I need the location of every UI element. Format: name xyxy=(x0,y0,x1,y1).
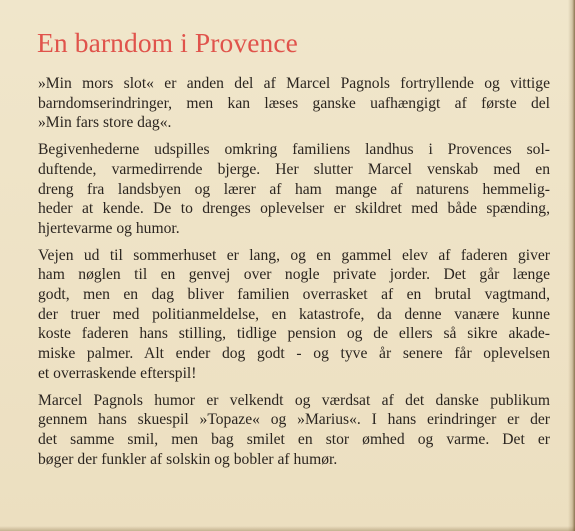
paragraph-plot xyxy=(38,246,550,384)
text-line: heder at kende. De to drenges oplevelser er skildret med både spænding, xyxy=(38,200,550,218)
text-line: koste faderen hans stilling, tidlige pension og de ellers så sikre akade- xyxy=(38,325,550,343)
page-title: En barndom i Provence xyxy=(37,27,298,58)
paragraph-intro xyxy=(38,74,550,133)
text-line: der truer med politianmeldelse, en katastrofe, da denne vanære kunne xyxy=(38,305,550,323)
text-line: et overraskende efterspil! xyxy=(38,364,197,382)
page-edge-shadow xyxy=(568,0,575,531)
text-line: Marcel Pagnols humor er velkendt og værdsat af det danske publikum xyxy=(38,391,550,409)
text-line: gennem hans skuespil »Topaze« og »Marius«. I hans erindringer er der xyxy=(38,411,550,429)
blurb-text xyxy=(38,74,550,476)
text-line: duftende, varmedirrende bjerge. Her slutter Marcel venskab med en xyxy=(38,160,550,178)
paragraph-closing xyxy=(38,391,550,470)
text-line: Vejen ud til sommerhuset er lang, og en gammel elev af faderen giver xyxy=(38,246,550,264)
page-bottom-shadow xyxy=(0,526,575,531)
text-line: »Min mors slot« er anden del af Marcel Pagnols fortryllende og vittige xyxy=(38,75,550,92)
text-line: godt, men en dag bliver familien overrasket af en brutal vagtmand, xyxy=(38,286,550,304)
text-line: dreng fra landsbyen og lærer af ham mange af naturens hemmelig- xyxy=(38,180,550,198)
text-line: miske palmer. Alt ender dog godt - og tyve år senere får oplevelsen xyxy=(38,345,550,363)
text-line: barndomserindringer, men kan læses ganske uafhængigt af første del xyxy=(38,94,550,112)
text-line: Begivenhederne udspilles omkring familiens landhus i Provences sol- xyxy=(38,141,550,159)
paragraph-setting xyxy=(38,140,550,239)
text-line: bøger der funkler af solskin og bobler af humør. xyxy=(38,450,338,468)
text-line: hjertevarme og humor. xyxy=(38,219,180,237)
text-line: ham nøglen til en genvej over nogle private jorder. Det går længe xyxy=(38,266,550,284)
text-line: det samme smil, men bag smilet en stor ømhed og varme. Det er xyxy=(38,430,550,448)
text-line: »Min fars store dag«. xyxy=(38,114,172,132)
